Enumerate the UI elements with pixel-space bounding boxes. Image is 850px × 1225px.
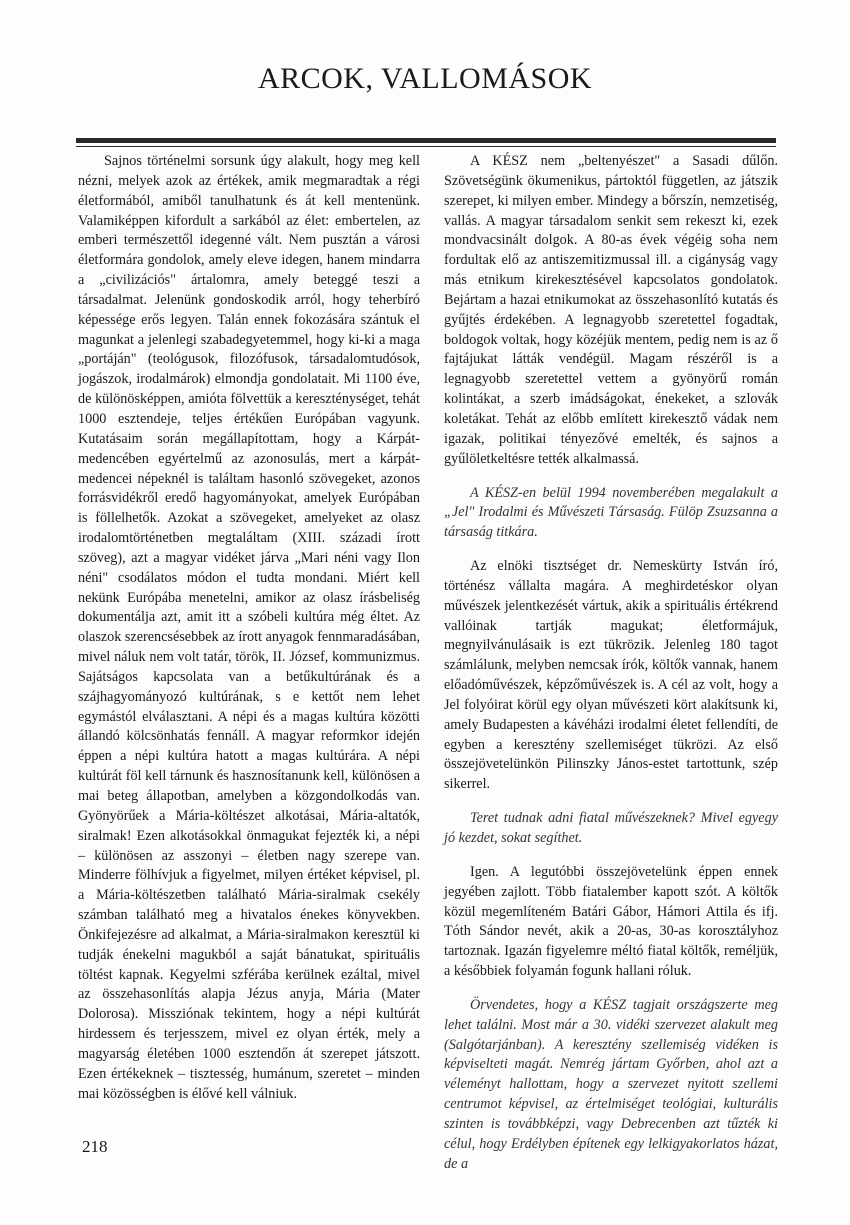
page-number: 218 <box>82 1137 108 1156</box>
left-paragraph-1: Sajnos történelmi sorsunk úgy alakult, hogy meg kell nézni, melyek azok az értékek, amik megmaradtak a régi életformából, amiből tanulhatunk és át kell mentenünk. Valamiképpen kifordult a sarkából az élet: embertelen, az emberi természettől idegenné vált. Nem pusztán a városi életformára gondolok, amely eleve idegen, hanem mindarra a „civilizációs" ártalomra, amely beteggé teszi a társadalmat. Jelenünk gondoskodik arról, hogy teherbíró képessége erős legyen. Talán ennek fokozására szántuk el magunkat a jelenlegi szabadegyetemmel, hogy ki-ki a maga „portáján" (teológusok, filozófusok, társadalomtudósok, jogászok, irodalmárok) elmondja gondolatait. Mi 1100 éve, de különösképpen, amióta fölvettük a kereszténységet, tehát 1000 esztendeje, teljes értékűen Európában vagyunk. Kutatásaim során megállapítottam, hogy a Kárpát-medencében egyértelmű az azonosulás, mert a kárpát-medencei népeknél is találtam hasonló szövegeket, azonos forrásvidékről eredő hagyományokat, amelyek Európában is föllelhetők. Azokat a szövegeket, amelyeket az olasz irodalomtörténetben megtaláltam (XIII. századi írott szöveg), azt a magyar vidéket járva „Mari néni vagy Ilon néni" csodálatos módon el tudta mondani. Miért kell nekünk Európába menetelni, amikor az olasz írásbeliség dokumentálja azt, amit itt a szóbeli kultúra még éltet. Az olaszok szerencsésebbek az írott anyagok fennmaradásában, mivel náluk nem volt tatár, török, II. József, kommunizmus. Sajátságos kapcsolata van a betűkultúrának és a szájhagyományozó kultúrának, s e kettőt nem lehet egymástól elválasztani. A népi és a magas kultúra közötti állandó kölcsönhatás fennáll. A magyar reformkor idején éppen a népi kultúra hatott a magas kultúrára. A népi kultúrát föl kell tárnunk és hasznosítanunk kell, különösen a mai beteg állapotban, amelyben a közgondolkodás van. Gyönyörűek a Mária-költészet alkotásai, Mária-altatók, siralmak! Ezen alkotásokkal önmagukat fejezték ki, a népi – különösen az asszonyi – életben nagy szerepe van. Minderre fölhívjuk a figyelmet, milyen értéket képvisel, pl. a Mária-költészetben található Mária-siralmak csekély számban található meg a hivatalos énekes könyvekben. Önkifejezésre ad alkalmat, a Mária-siralmakon keresztül ki tudják énekelni magukból a saját bánatukat, spirituális töltést kapnak. Kegyelmi szférába kerülnek ezáltal, mivel az összehasonlítás alapja Jézus anyja, Mária (Mater Dolorosa). Missziónak tekintem, hogy a népi kultúrát hirdessem és terjesszem, mivel ez olyan érték, mely a magyarság életében 1000 esztendőn át szerepet játszott. Ezen értékeknek – tisztesség, humánum, szeretet – minden mai közösségben is élővé kell válniuk. <box>78 153 420 1102</box>
right-column <box>444 152 778 1175</box>
right-paragraph-3: Igen. A legutóbbi összejövetelünk éppen ennek jegyében zajlott. Több fiatalember kapott szót. A költők közül megemlíteném Batári Gábor, Hámori Attila és ifj. Tóth Sándor nevét, akik a 20-as, 30-as korosztályhoz tartoznak. Igazán figyelemre méltó fiatal költők, reméljük, a későbbiek folyamán fogunk hallani róluk. <box>444 863 778 980</box>
left-column <box>78 152 420 1105</box>
interview-question-1: A KÉSZ-en belül 1994 novemberében megalakult a „Jel" Irodalmi és Művészeti Társaság. Fülöp Zsuzsanna a társaság titkára. <box>444 484 778 541</box>
right-paragraph-1: A KÉSZ nem „beltenyészet" a Sasadi dűlőn. Szövetségünk ökumenikus, pártoktól független, az játszik szerepet, ki milyen ember. Mindegy a bőrszín, nemzetiség, vallás. A magyar társadalom senkit sem rekeszt ki, ezek mondvacsinált dolgok. A 80-as évek végéig soha nem fordultak elő az antiszemitizmussal ill. a cigányság vagy más etnikum kirekesztésével kapcsolatos gondolatok. Bejártam a hazai etnikumokat az összehasonlító kutatás és gyűjtés érdekében. A legnagyobb szeretettel fogadtak, boldogok voltak, hogy közéjük mentem, pedig nem is az ő fajtájukat látták vendégül. Magam részéről is a legnagyobb szeretettel vettem a gyönyörű román kolintákat, a szerb imádságokat, énekeket, a szlovák koletákat. Tehát az előbb említett kirekesztő vádak nem igazak, politikai tényezővé emelték, és sajnos a gyűlöletkeltésre tették alkalmassá. <box>444 153 778 467</box>
title-rule-thick <box>76 138 776 143</box>
page-title: ARCOK, VALLOMÁSOK <box>257 62 593 95</box>
interview-question-3: Örvendetes, hogy a KÉSZ tagjait országszerte meg lehet találni. Most már a 30. vidéki szervezet alakult meg (Salgótarjánban). A keresztény szellemiség vidéken is képviselteti magát. Nemrég jártam Győrben, ahol azt a véleményt hallottam, hogy a szervezet nyitott szellemi centrumot képvisel, az értelmiséget teológiai, kulturális szinten is továbbképzi, vagy Debrecenben azt tűzték ki célul, hogy Erdélyben építenek egy lelkigyakorlatos házat, de a <box>444 996 778 1172</box>
right-paragraph-2: Az elnöki tisztséget dr. Nemeskürty István író, történész vállalta magára. A meghirdetéskor olyan művészek jelentkezését vártuk, akik a spirituális értékrend vallóinak tartják magukat; életformájuk, megnyilvánulásaik is ezt tükrözik. Jelenleg 180 tagot számlálunk, melyben nemcsak írók, költők vannak, hanem előadóművészek, képzőművészek is. A cél az volt, hogy a Jel folyóirat körül egy olyan művészeti kört alakítsunk ki, amely Budapesten a kávéházi irodalmi életet fellendíti, de egyben a keresztény szellemiséget tükrözi. Az első összejövetelünkön Pilinszky János-estet tartottunk, szép sikerrel. <box>444 558 778 793</box>
title-rule-thin <box>76 146 776 147</box>
interview-question-2: Teret tudnak adni fiatal művészeknek? Mivel egyegy jó kezdet, sokat segíthet. <box>444 810 778 846</box>
